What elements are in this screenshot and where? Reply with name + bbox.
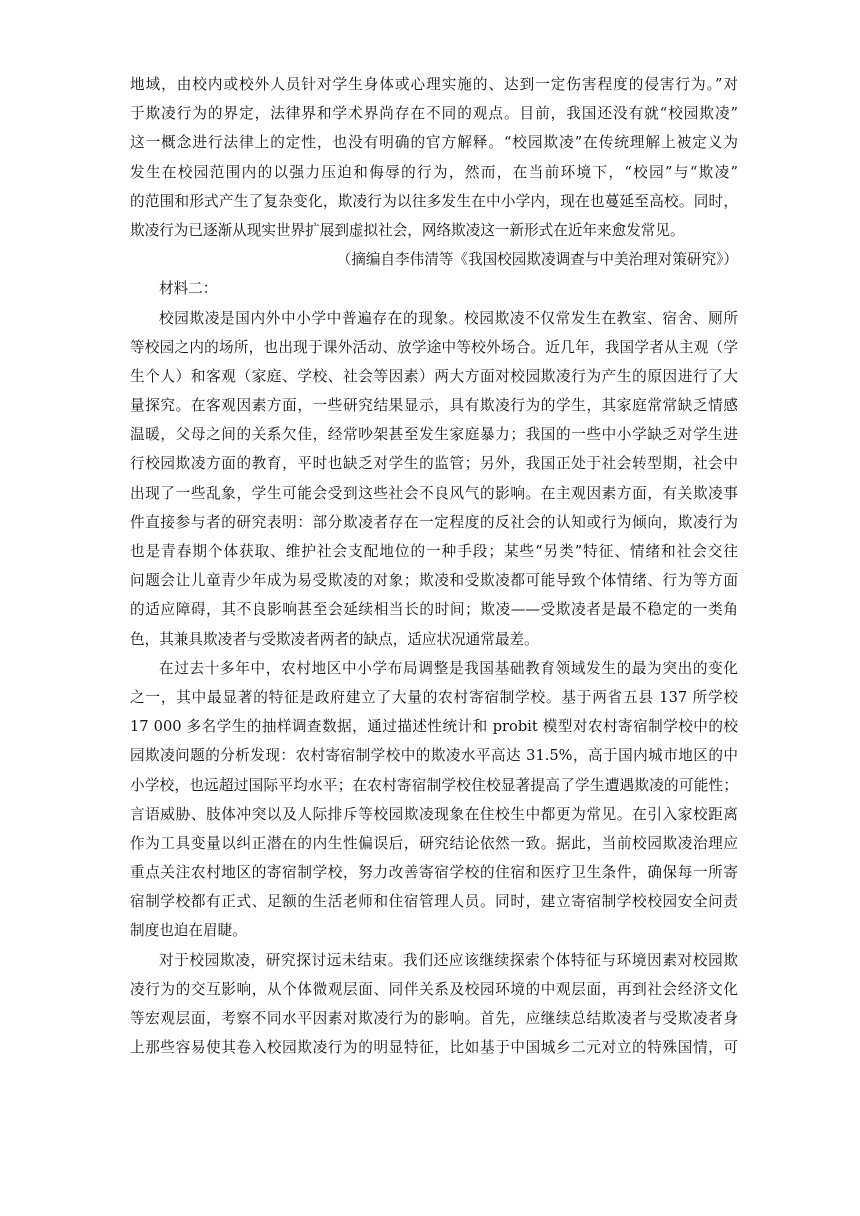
text-line: 言语威胁、肢体冲突以及人际排斥等校园欺凌现象在住校生中都更为常见。在引入家校距离 — [130, 805, 738, 823]
text-line: 的适应障碍，其不良影响甚至会延续相当长的时间；欺凌——受欺凌者是最不稳定的一类角 — [130, 601, 738, 619]
text-line: 于欺凌行为的界定，法律界和学术界尚存在不同的观点。目前，我国还没有就“校园欺凌” — [130, 105, 738, 123]
text-line: 园欺凌问题的分析发现：农村寄宿制学校中的欺凌水平高达 31.5%，高于国内城市地区的中 — [130, 747, 738, 765]
text-line: 行校园欺凌方面的教育，平时也缺乏对学生的监管；另外，我国正处于社会转型期，社会中 — [130, 455, 738, 473]
text-line: 生个人）和客观（家庭、学校、社会等因素）两大方面对校园欺凌行为产生的原因进行了大 — [130, 367, 738, 385]
material-2-heading: 材料二： — [159, 280, 218, 298]
text-line: 件直接参与者的研究表明：部分欺凌者存在一定程度的反社会的认知或行为倾向，欺凌行为 — [130, 513, 738, 531]
text-line: 17 000 多名学生的抽样调查数据，通过描述性统计和 probit 模型对农村寄宿制学校中的校 — [130, 718, 738, 736]
text-line: 重点关注农村地区的寄宿制学校，努力改善寄宿学校的住宿和医疗卫生条件，确保每一所寄 — [130, 864, 738, 882]
text-line: 在过去十多年中，农村地区中小学布局调整是我国基础教育领域发生的最为突出的变化 — [159, 659, 738, 677]
paragraph-1 — [130, 70, 738, 245]
text-line: 温暖，父母之间的关系欠佳，经常吵架甚至发生家庭暴力；我国的一些中小学缺乏对学生进 — [130, 426, 738, 444]
text-line: 对于校园欺凌，研究探讨远未结束。我们还应该继续探索个体特征与环境因素对校园欺 — [159, 951, 738, 969]
text-line: 问题会让儿童青少年成为易受欺凌的对象；欺凌和受欺凌都可能导致个体情绪、行为等方面 — [130, 572, 738, 590]
text-line: 出现了一些乱象，学生可能会受到这些社会不良风气的影响。在主观因素方面，有关欺凌事 — [130, 484, 738, 502]
text-line: 作为工具变量以纠正潜在的内生性偏误后，研究结论依然一致。据此，当前校园欺凌治理应 — [130, 834, 738, 852]
source-citation: （摘编自李伟清等《我国校园欺凌调查与中美治理对策研究》） — [336, 251, 738, 269]
text-line: 地域，由校内或校外人员针对学生身体或心理实施的、达到一定伤害程度的侵害行为。”对 — [130, 76, 738, 93]
text-line: 制度也迫在眉睫。 — [130, 922, 247, 940]
text-line: 量探究。在客观因素方面，一些研究结果显示，具有欺凌行为的学生，其家庭常常缺乏情感 — [130, 397, 738, 415]
text-line: 小学校，也远超过国际平均水平；在农村寄宿制学校住校显著提高了学生遭遇欺凌的可能性； — [130, 776, 738, 794]
text-line: 上那些容易使其卷入校园欺凌行为的明显特征，比如基于中国城乡二元对立的特殊国情，可 — [130, 1039, 738, 1057]
paragraph-4 — [130, 946, 738, 1063]
paragraph-2 — [130, 304, 738, 654]
text-line: 也是青春期个体获取、维护社会支配地位的一种手段；某些“另类”特征、情绪和社会交往 — [130, 543, 738, 560]
text-line: 宿制学校都有正式、足额的生活老师和住宿管理人员。同时，建立寄宿制学校校园安全问责 — [130, 893, 738, 911]
text-line: 之一，其中最显著的特征是政府建立了大量的农村寄宿制学校。基于两省五县 137 所学校 — [130, 688, 738, 706]
text-line: 等宏观层面，考察不同水平因素对欺凌行为的影响。首先，应继续总结欺凌者与受欺凌者身 — [130, 1010, 738, 1027]
text-line: 色，其兼具欺凌者与受欺凌者两者的缺点，适应状况通常最差。 — [130, 630, 539, 648]
text-line: 等校园之内的场所，也出现于课外活动、放学途中等校外场合。近几年，我国学者从主观（学 — [130, 338, 738, 356]
text-line: 发生在校园范围内的以强力压迫和侮辱的行为，然而，在当前环境下，“校园”与“欺凌” — [130, 163, 738, 181]
text-line: 凌行为的交互影响，从个体微观层面、同伴关系及校园环境的中观层面，再到社会经济文化 — [130, 980, 738, 998]
text-line: 的范围和形式产生了复杂变化，欺凌行为以往多发生在中小学内，现在也蔓延至高校。同时， — [130, 192, 738, 210]
text-line: 这一概念进行法律上的定性，也没有明确的官方解释。“校园欺凌”在传统理解上被定义为 — [130, 134, 738, 152]
paragraph-3 — [130, 654, 738, 946]
document-page — [130, 70, 738, 1062]
text-line: 欺凌行为已逐渐从现实世界扩展到虚拟社会，网络欺凌这一新形式在近年来愈发常见。 — [130, 221, 685, 239]
text-line: 校园欺凌是国内外中小学中普遍存在的现象。校园欺凌不仅常发生在教室、宿舍、厕所 — [159, 309, 738, 327]
